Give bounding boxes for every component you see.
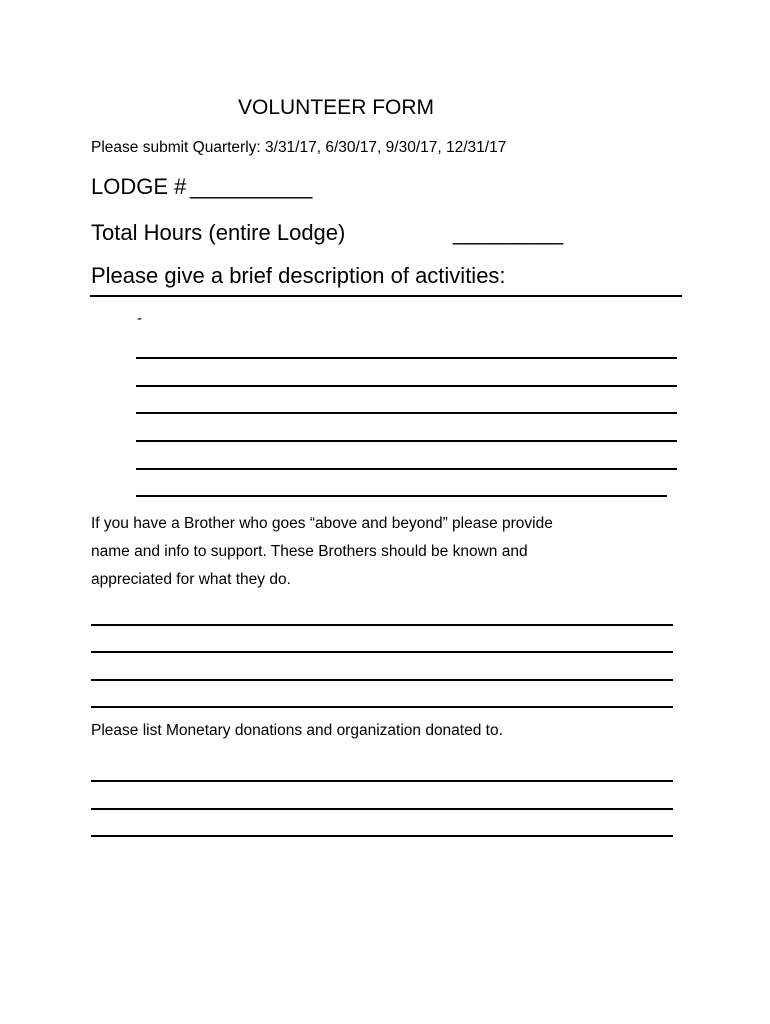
- donation-line[interactable]: [91, 835, 673, 837]
- activity-line[interactable]: [136, 468, 677, 470]
- total-hours-field[interactable]: _________: [453, 220, 564, 245]
- brother-info-line[interactable]: [91, 706, 673, 708]
- activities-bullet: -: [137, 310, 142, 327]
- activities-heading: Please give a brief description of activities:: [91, 263, 506, 288]
- paragraph-line: name and info to support. These Brothers should be known and: [91, 543, 528, 560]
- form-title: VOLUNTEER FORM: [238, 96, 435, 119]
- paragraph-line: If you have a Brother who goes “above and beyond” please provide: [91, 515, 553, 532]
- activity-line[interactable]: [136, 357, 677, 359]
- brother-recognition-paragraph: [91, 510, 671, 594]
- monetary-donations-label: Please list Monetary donations and organization donated to.: [91, 722, 503, 739]
- activity-line[interactable]: [136, 440, 677, 442]
- donation-line[interactable]: [91, 808, 673, 810]
- activity-line[interactable]: [136, 385, 677, 387]
- paragraph-line: appreciated for what they do.: [91, 571, 291, 588]
- brother-info-line[interactable]: [91, 651, 673, 653]
- lodge-number-field[interactable]: __________: [190, 174, 313, 199]
- activity-line[interactable]: [136, 412, 677, 414]
- donation-line[interactable]: [91, 780, 673, 782]
- heading-underline: [90, 295, 682, 297]
- submission-dates: Please submit Quarterly: 3/31/17, 6/30/17, 9/30/17, 12/31/17: [91, 139, 507, 156]
- total-hours-label: Total Hours (entire Lodge): [91, 220, 346, 245]
- activity-line[interactable]: [136, 495, 667, 497]
- brother-info-line[interactable]: [91, 679, 673, 681]
- lodge-number-label: LODGE #: [91, 174, 187, 199]
- brother-info-line[interactable]: [91, 624, 673, 626]
